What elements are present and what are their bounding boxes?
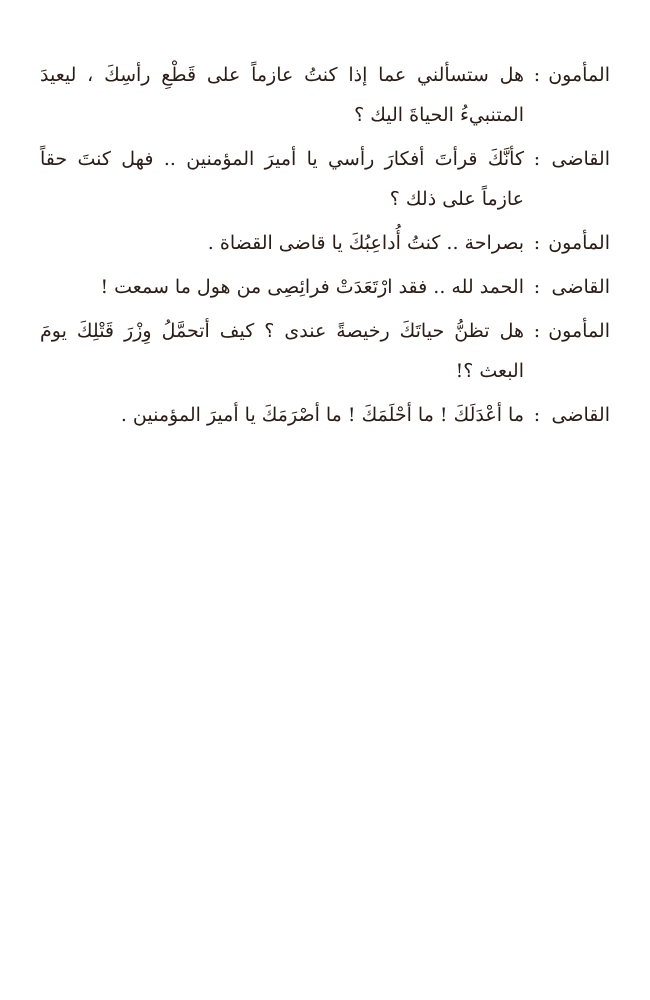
dialogue-turn bbox=[40, 55, 610, 135]
dialogue-turn bbox=[40, 395, 610, 435]
dialogue-line: ما أعْدَلَكَ ! ما أحْلَمَكَ ! ما أصْرَمَكَ يا أميرَ المؤمنين . bbox=[120, 404, 524, 426]
speaker-separator: : bbox=[533, 64, 541, 86]
dialogue-turn bbox=[40, 223, 610, 263]
dialogue-page bbox=[40, 55, 610, 439]
speaker-name: المأمون bbox=[548, 64, 610, 86]
speaker-separator: : bbox=[533, 320, 541, 342]
speaker-name: المأمون bbox=[548, 320, 610, 342]
dialogue-line: هل ستسألني عما إذا كنتُ عازماً على قَطْعِ رأسِكَ ، ليعيدَ المتنبيءُ الحياةَ اليك ؟ bbox=[40, 64, 524, 126]
dialogue-line: هل تظنُّ حياتَكَ رخيصةً عندى ؟ كيف أتحمَّلُ وِزْرَ قَتْلِكَ يومَ البعث ؟! bbox=[40, 320, 524, 382]
speaker-name: القاضى bbox=[551, 276, 610, 298]
speaker-separator: : bbox=[533, 148, 541, 170]
dialogue-turn bbox=[40, 311, 610, 391]
dialogue-line: الحمد لله .. فقد ارْتَعَدَتْ فرائِصِى من هول ما سمعت ! bbox=[100, 276, 524, 298]
dialogue-turn bbox=[40, 267, 610, 307]
speaker-separator: : bbox=[533, 276, 541, 298]
speaker-name: القاضى bbox=[551, 404, 610, 426]
dialogue-line: بصراحة .. كنتُ أُداعِبُكَ يا قاضى القضاة . bbox=[207, 232, 524, 254]
speaker-name: المأمون bbox=[548, 232, 610, 254]
speaker-separator: : bbox=[533, 232, 541, 254]
dialogue-turn bbox=[40, 139, 610, 219]
speaker-name: القاضى bbox=[551, 148, 610, 170]
dialogue-line: كأنَّكَ قرأتَ أفكارَ رأسي يا أميرَ المؤمنين .. فهل كنتَ حقاً عازماً على ذلك ؟ bbox=[40, 148, 524, 210]
speaker-separator: : bbox=[533, 404, 541, 426]
